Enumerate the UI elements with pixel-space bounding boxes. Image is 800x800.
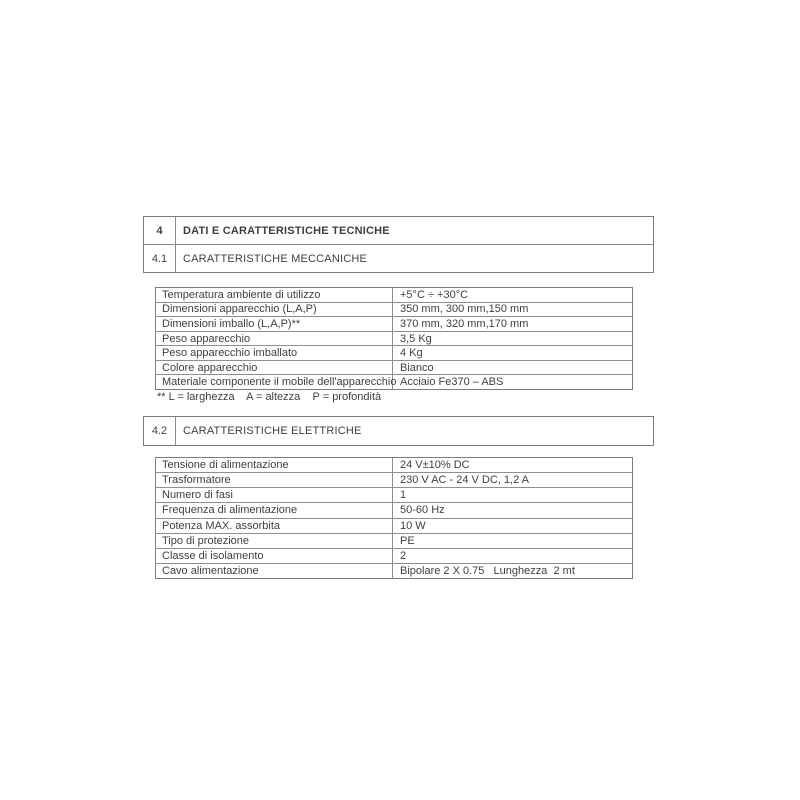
table-row — [156, 302, 632, 317]
row-label: Dimensioni apparecchio (L,A,P) — [156, 303, 393, 317]
row-value: 370 mm, 320 mm,170 mm — [400, 317, 529, 330]
row-value: 1 — [400, 489, 407, 502]
section-number: 4.2 — [144, 417, 176, 445]
row-value: 2 — [400, 549, 407, 562]
table-row — [156, 502, 632, 517]
row-label: Cavo alimentazione — [156, 564, 393, 578]
row-label: Potenza MAX. assorbita — [156, 519, 393, 533]
table-row — [156, 533, 632, 548]
row-value: 4 Kg — [400, 347, 423, 360]
table-row — [156, 331, 632, 346]
table-row — [156, 487, 632, 502]
row-label: Tensione di alimentazione — [156, 458, 393, 472]
section-title: CARATTERISTICHE ELETTRICHE — [183, 425, 362, 437]
table-row — [156, 316, 632, 331]
table-row — [156, 458, 632, 472]
row-label: Tipo di protezione — [156, 534, 393, 548]
section-title: CARATTERISTICHE MECCANICHE — [183, 252, 368, 265]
section-heading-table-electrical — [143, 416, 654, 446]
row-label: Trasformatore — [156, 473, 393, 487]
row-value: 230 V AC - 24 V DC, 1,2 A — [400, 474, 530, 487]
row-label: Temperatura ambiente di utilizzo — [156, 288, 393, 302]
row-label: Colore apparecchio — [156, 361, 393, 375]
row-label: Materiale componente il mobile dell'apparecchio — [156, 375, 393, 389]
table-row — [156, 472, 632, 487]
table-row — [156, 518, 632, 533]
row-value: PE — [400, 534, 415, 547]
table-row — [156, 345, 632, 360]
dimensions-footnote: ** L = larghezza A = altezza P = profondità — [157, 391, 382, 403]
row-value: 24 V±10% DC — [400, 459, 470, 472]
table-row — [156, 563, 632, 578]
row-label: Dimensioni imballo (L,A,P)** — [156, 317, 393, 331]
table-row — [156, 374, 632, 389]
row-label: Peso apparecchio — [156, 332, 393, 346]
row-value: +5°C ÷ +30°C — [400, 288, 469, 301]
section-number: 4.1 — [144, 245, 176, 272]
row-value: 3,5 Kg — [400, 332, 432, 345]
row-value: 350 mm, 300 mm,150 mm — [400, 303, 529, 316]
row-label: Numero di fasi — [156, 488, 393, 502]
electrical-characteristics-table — [155, 457, 633, 579]
row-label: Classe di isolamento — [156, 549, 393, 563]
section-row-4-2 — [144, 417, 653, 445]
row-label: Peso apparecchio imballato — [156, 346, 393, 360]
table-row — [156, 548, 632, 563]
section-row-4 — [144, 217, 653, 244]
table-row — [156, 288, 632, 302]
section-heading-table-mechanical — [143, 216, 654, 273]
row-value: 10 W — [400, 519, 426, 532]
row-value: Bipolare 2 X 0.75 Lunghezza 2 mt — [400, 564, 575, 577]
row-label: Frequenza di alimentazione — [156, 503, 393, 517]
row-value: 50-60 Hz — [400, 504, 445, 517]
section-title: DATI E CARATTERISTICHE TECNICHE — [183, 224, 390, 237]
section-row-4-1 — [144, 244, 653, 272]
section-number: 4 — [144, 217, 176, 244]
mechanical-characteristics-table — [155, 287, 633, 390]
row-value: Acciaio Fe370 – ABS — [400, 376, 504, 389]
table-row — [156, 360, 632, 375]
row-value: Bianco — [400, 361, 434, 374]
